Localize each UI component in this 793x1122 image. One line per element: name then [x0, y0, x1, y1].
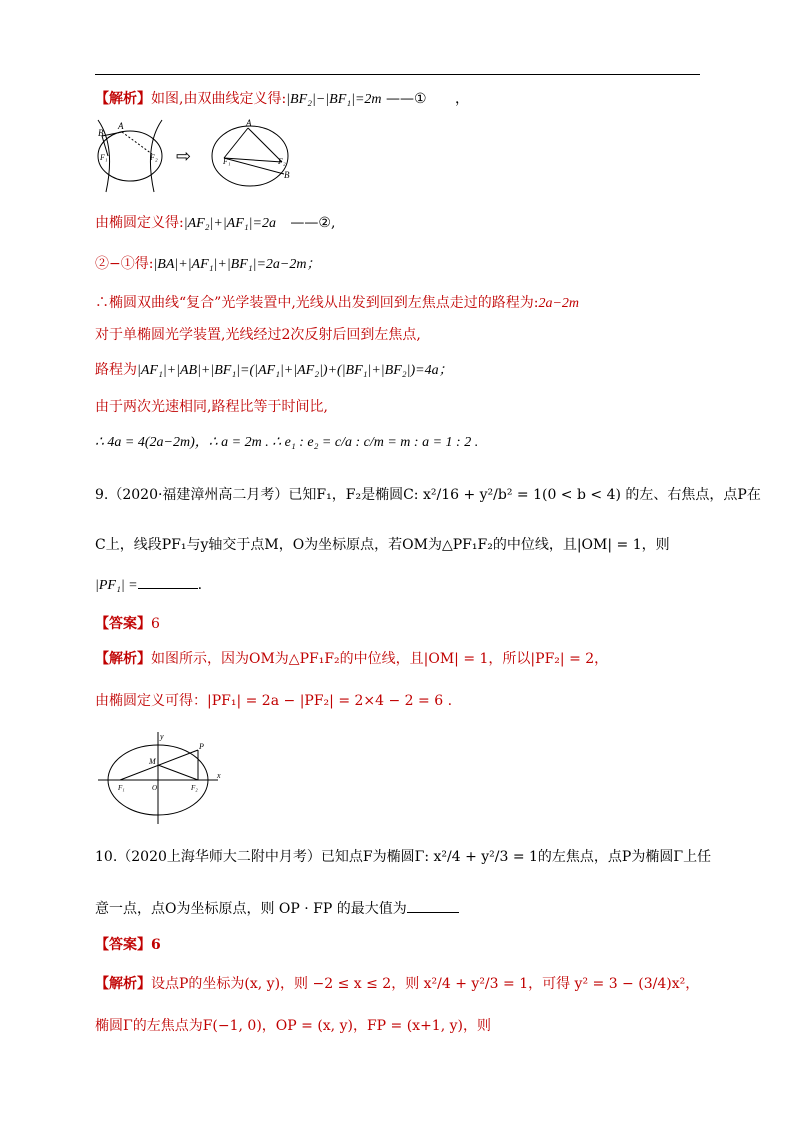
- label-F2: F₂: [191, 784, 198, 792]
- label-M: M: [149, 757, 156, 766]
- label-P: P: [199, 742, 204, 751]
- label-x: x: [217, 771, 221, 780]
- label-F1: F₁: [100, 153, 108, 162]
- arrow-icon: ⇨: [176, 146, 192, 166]
- prev-analysis-line-1: 【解析】如图,由双曲线定义得:|BF₂|−|BF₁|=2m ——① ，: [95, 91, 469, 107]
- label-F2: F₂: [150, 153, 158, 162]
- q9-stem-line-2: C上，线段PF₁与y轴交于点M，O为坐标原点，若OM为△PF₁F₂的中位线，且|OM| = 1，则: [95, 537, 670, 553]
- q10-answer: 【答案】6: [95, 937, 161, 953]
- q9-answer: 【答案】6: [95, 616, 160, 632]
- label-A2: A: [246, 118, 252, 128]
- answer-blank: [407, 912, 459, 913]
- q10-stem-line-1: 10.（2020上海华师大二附中月考）已知点F为椭圆Γ: x²/4 + y²/3 = 1的左焦点，点P为椭圆Γ上任: [95, 849, 712, 865]
- label-B2: B: [284, 170, 290, 180]
- label-F1: F₁: [118, 784, 125, 792]
- prev-analysis-line-8: ∴ 4a = 4(2a−2m)，∴ a = 2m . ∴ e₁ : e₂ = c/a : c/m = m : a = 1 : 2 .: [95, 435, 479, 450]
- prev-analysis-line-6: 路程为|AF₁|+|AB|+|BF₁|=(|AF₁|+|AF₂|)+(|BF₁|+|BF₂|)=4a；: [95, 362, 453, 378]
- label-B: B: [98, 128, 104, 138]
- label-F2-2: F₂: [278, 157, 286, 166]
- answer-blank: [138, 588, 198, 589]
- q10-analysis-line-1: 【解析】设点P的坐标为(x, y)，则 −2 ≤ x ≤ 2，则 x²/4 + y²/3 = 1，可得 y² = 3 − (3/4)x²，: [95, 976, 700, 992]
- prev-analysis-line-2: 由椭圆定义得:|AF₂|+|AF₁|=2a ——②,: [95, 215, 336, 231]
- label-O: O: [152, 784, 158, 792]
- q10-analysis-line-2: 椭圆Γ的左焦点为F(−1, 0)，OP = (x, y)，FP = (x+1, y)，则: [95, 1018, 491, 1034]
- analysis-label: 【解析】: [95, 91, 151, 107]
- q10-stem-line-2: 意一点，点O为坐标原点，则 OP · FP 的最大值为: [95, 898, 459, 918]
- prev-analysis-line-7: 由于两次光速相同,路程比等于时间比,: [95, 399, 328, 415]
- q9-stem-line-1: 9.（2020·福建漳州高二月考）已知F₁，F₂是椭圆C: x²/16 + y²/b² = 1(0 < b < 4) 的左、右焦点，点P在: [95, 487, 761, 503]
- figure-hyperbola-ellipse: [96, 116, 296, 196]
- prev-analysis-line-4: ∴椭圆双曲线“复合”光学装置中,光线从出发到回到左焦点走过的路程为:2a−2m: [95, 295, 580, 311]
- q9-stem-line-3: |PF₁| = .: [95, 577, 203, 593]
- label-F1-2: F₁: [223, 157, 231, 166]
- prev-analysis-line-5: 对于单椭圆光学装置,光线经过2次反射后回到左焦点,: [95, 327, 421, 343]
- q9-analysis-line-1: 【解析】如图所示，因为OM为△PF₁F₂的中位线，且|OM| = 1，所以|PF₂| = 2，: [95, 651, 609, 667]
- label-y: y: [160, 732, 164, 741]
- label-A: A: [118, 121, 124, 131]
- q9-analysis-line-2: 由椭圆定义可得：|PF₁| = 2a − |PF₂| = 2×4 − 2 = 6 .: [95, 693, 453, 709]
- prev-analysis-line-3: ②−①得:|BA|+|AF₁|+|BF₁|=2a−2m；: [95, 256, 321, 272]
- figure-ellipse-axes: [96, 730, 226, 826]
- header-rule: [95, 74, 700, 75]
